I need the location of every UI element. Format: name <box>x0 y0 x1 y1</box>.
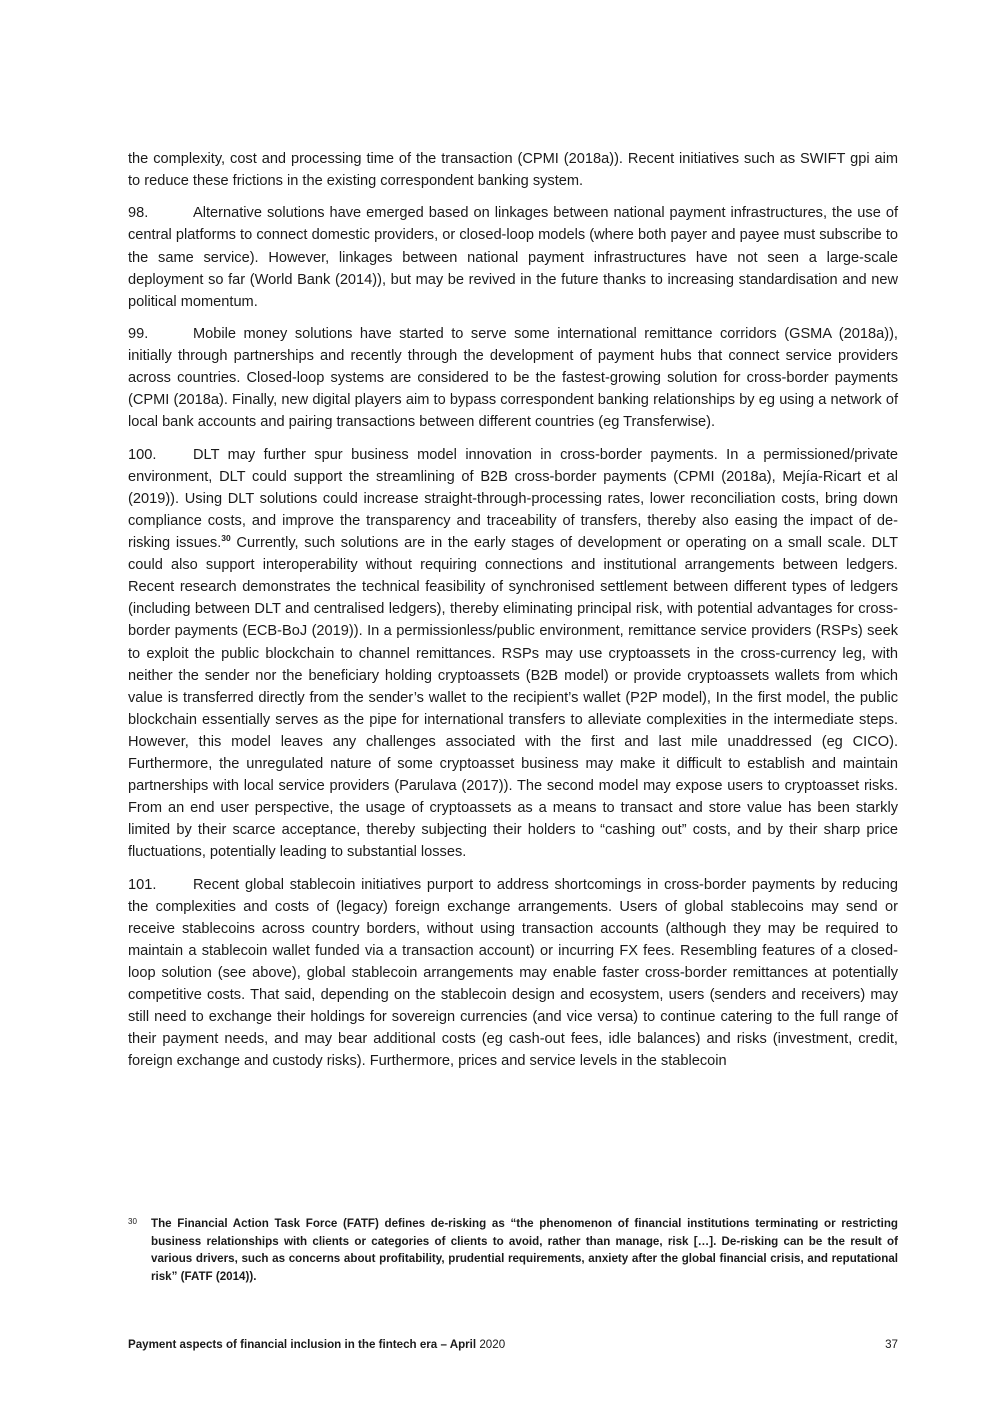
footnote <box>128 1215 898 1285</box>
paragraph-text: Currently, such solutions are in the early stages of development or operating on a small scale. DLT could also support interoperability without requiring connections and institutional arrangements between ledgers. Recent research demonstrates the technical feasibility of synchronised settlement between different types of ledgers (including between DLT and centralised ledgers), thereby eliminating principal risk, with potential advantages for cross-border payments (ECB-BoJ (2019)). In a permissionless/public environment, remittance service providers (RSPs) seek to exploit the public blockchain to channel remittances. RSPs may use cryptoassets in the cross-currency leg, with neither the sender nor the beneficiary holding cryptoassets (B2B model) or provide cryptoassets wallets from which value is transferred directly from the sender’s wallet to the recipient’s wallet (P2P model), In the first model, the public blockchain essentially serves as the pipe for international transfers to alleviate complexities in the intermediate steps. However, this model leaves any challenges associated with the first and last mile unaddressed (eg CICO). Furthermore, the unregulated nature of some cryptoasset business may make it difficult to establish and maintain partnerships with local service providers (Parulava (2017)). The second model may expose users to cryptoasset risks. From an end user perspective, the usage of cryptoassets as a means to transact and store value has been starkly limited by their scarce acceptance, thereby subjecting their holders to “cashing out” costs, and by their sharp price fluctuations, potentially leading to substantial losses. <box>128 535 898 861</box>
paragraph-98 <box>128 202 898 312</box>
paragraph-101 <box>128 874 898 1073</box>
paragraph-number: 98. <box>128 205 149 222</box>
footnote-text: The Financial Action Task Force (FATF) defines de-risking as “the phenomenon of financial institutions terminating or restricting business relationships with clients or categories of clients to avoid, rather than manage, risk […]. De-risking can be the result of various drivers, such as concerns about profitability, prudential requirements, anxiety after the global financial crisis, and reputational risk” (FATF (2014)). <box>151 1217 898 1283</box>
page-footer <box>128 1338 898 1351</box>
paragraph-number: 99. <box>128 326 149 343</box>
paragraph-99 <box>128 323 898 433</box>
paragraph-100 <box>128 444 898 864</box>
footer-title: Payment aspects of financial inclusion in the fintech era – April <box>128 1338 477 1351</box>
body-text <box>128 148 898 1083</box>
paragraph-text: Mobile money solutions have started to serve some international remittance corridors (GSMA (2018a)), initially through partnerships and recently through the development of payment hubs that connect service providers across countries. Closed-loop systems are considered to be the fastest-growing solution for cross-border payments (CPMI (2018a). Finally, new digital players aim to bypass correspondent banking relationships by eg using a network of local bank accounts and pairing transactions between different countries (eg Transferwise). <box>128 326 898 431</box>
paragraph-text: the complexity, cost and processing time of the transaction (CPMI (2018a)). Recent initiatives such as SWIFT gpi aim to reduce these frictions in the existing correspondent banking system. <box>128 151 898 190</box>
paragraph-number: 101. <box>128 876 157 893</box>
footnote-mark: 30 <box>128 1217 137 1226</box>
paragraph-continuation <box>128 148 898 192</box>
page-number: 37 <box>885 1338 898 1351</box>
paragraph-text: Alternative solutions have emerged based on linkages between national payment infrastructures, the use of central platforms to connect domestic providers, or closed-loop models (where both payer and payee must subscribe to the same service). However, linkages between national payment infrastructures have not seen a large-scale deployment so far (World Bank (2014)), but may be revived in the future thanks to increasing standardisation and new political momentum. <box>128 205 898 310</box>
footnote-reference[interactable]: 30 <box>221 533 231 544</box>
footer-year: 2020 <box>479 1338 506 1351</box>
paragraph-text: Recent global stablecoin initiatives purport to address shortcomings in cross-border payments by reducing the complexities and costs of (legacy) foreign exchange arrangements. Users of global stablecoins may send or receive stablecoins across country borders, without using transaction accounts (although they may be required to maintain a stablecoin wallet funded via a transaction account) or incurring FX fees. Resembling features of a closed-loop solution (see above), global stablecoin arrangements may enable faster cross-border remittances at potentially competitive costs. That said, depending on the stablecoin design and ecosystem, users (senders and receivers) may still need to exchange their holdings for sovereign currencies (and vice versa) to continue catering to the full range of their payment needs, and may bear additional costs (eg cash-out fees, idle balances) and risks (investment, credit, foreign exchange and custody risks). Furthermore, prices and service levels in the stablecoin <box>128 876 898 1070</box>
paragraph-number: 100. <box>128 446 157 463</box>
paragraph-text: DLT may further spur business model innovation in cross-border payments. In a permissioned/private environment, DLT could support the streamlining of B2B cross-border payments (CPMI (2018a), Mejía-Ricart et al (2019)). Using DLT solutions could increase straight-through-processing rates, lower reconciliation costs, bring down compliance costs, and improve the transparency and traceability of transfers, thereby also easing the impact of de-risking issues. <box>128 446 898 552</box>
